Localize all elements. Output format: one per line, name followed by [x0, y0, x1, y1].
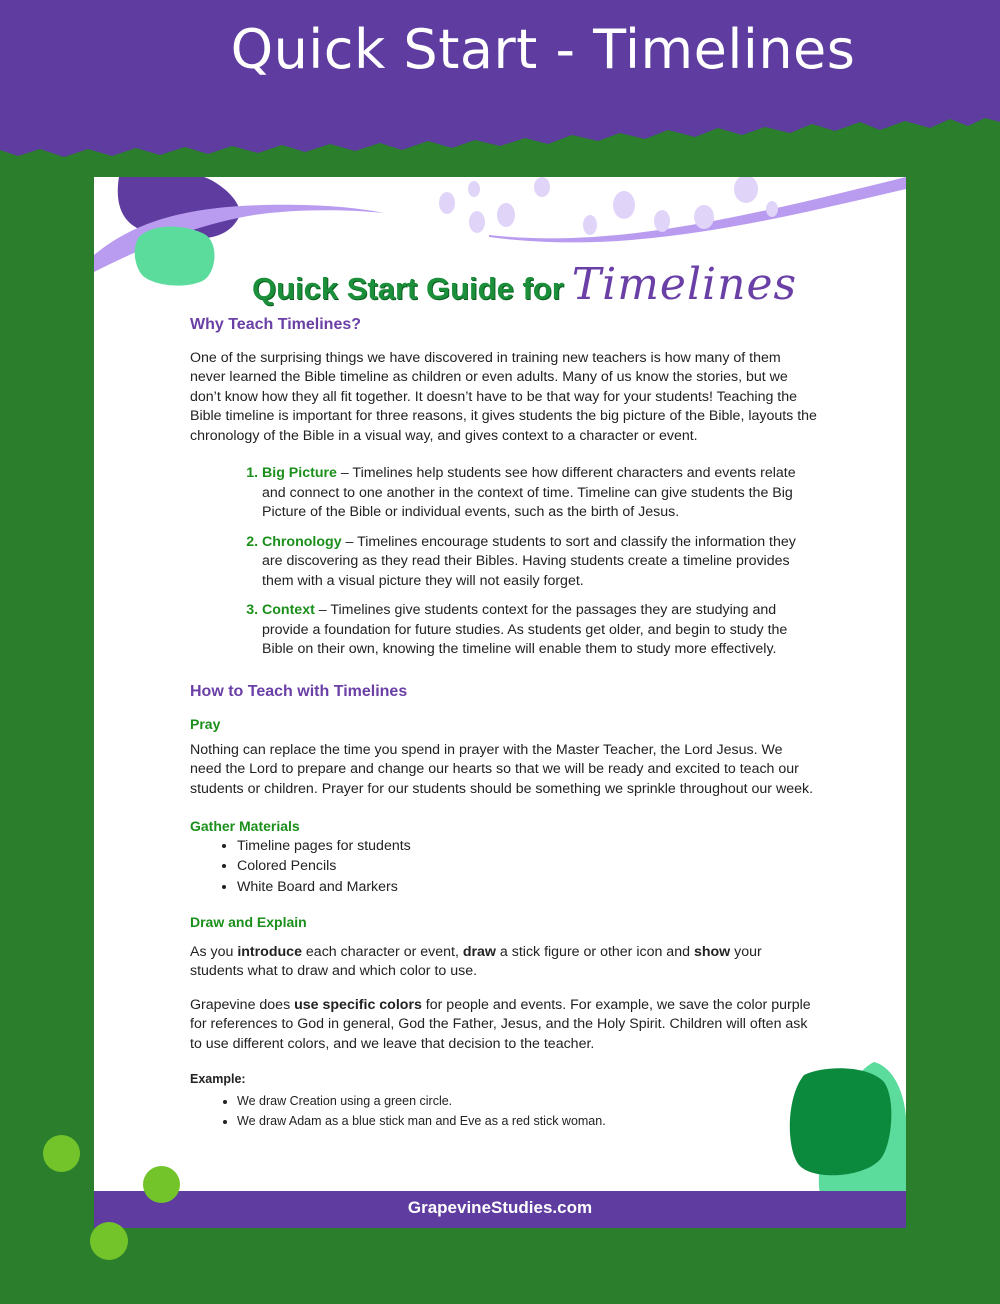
- draw-paragraph-1: [190, 943, 818, 982]
- banner: [0, 0, 1000, 160]
- list-item: • We draw Adam as a blue stick man and Eve as a red stick woman.: [237, 1112, 818, 1131]
- draw-paragraph-2: [190, 996, 818, 1055]
- footer-site: GrapevineStudies.com: [407, 1198, 593, 1217]
- reasons-list: [190, 464, 818, 660]
- how-heading: How to Teach with Timelines: [190, 682, 408, 700]
- list-item: [262, 464, 818, 523]
- text-run: your students what to draw and which color to use.: [190, 943, 762, 979]
- example-heading: Example:: [190, 1072, 246, 1086]
- lime-dot: [90, 1222, 128, 1260]
- draw-heading: Draw and Explain: [190, 914, 307, 930]
- reason-text: – Timelines encourage students to sort and classify the information they are discovering as they read their Bibles. Having students create a timeline provides them with a visual picture they will not easily forget.: [262, 533, 796, 589]
- pray-text: Nothing can replace the time you spend in prayer with the Master Teacher, the Lord Jesus. We need the Lord to prepare and change our hearts so that we will be ready and excited to teach our students or children. Prayer for our students should be something we sprinkle throughout our week.: [190, 741, 814, 797]
- guide-title: [252, 259, 797, 319]
- why-intro: One of the surprising things we have discovered in training new teachers is how many of them never learned the Bible timeline as children or even adults. Many of us know the stories, but we don’t know how they all fit together. It doesn’t have to be that way for your students! Teaching the Bible timeline is important for three reasons, it gives students the big picture of the Bible, layouts the chronology of the Bible in a visual way, and gives context to a character or event.: [190, 349, 817, 444]
- materials-list: [190, 837, 818, 898]
- reason-term: Context: [262, 602, 315, 618]
- list-item: • White Board and Markers: [237, 878, 818, 898]
- lime-dot: [143, 1166, 180, 1203]
- text-run: each character or event,: [301, 943, 463, 960]
- lime-dot: [43, 1135, 80, 1172]
- reason-term: Chronology: [262, 533, 342, 550]
- pray-heading: Pray: [190, 716, 221, 732]
- text-run: Grapevine does: [190, 996, 295, 1013]
- document-page: [94, 177, 906, 1228]
- list-item: • Colored Pencils: [237, 857, 818, 877]
- footer-bar: [94, 1191, 906, 1228]
- list-item: [262, 601, 818, 660]
- bold-run: introduce: [237, 943, 302, 960]
- text-run: As you: [190, 943, 238, 960]
- reason-text: – Timelines give students context for the passages they are studying and provide a foundation for future studies. As students get older, and begin to study the Bible on their own, knowing the timeline will enable them to study more effectively.: [262, 602, 788, 657]
- gather-heading: Gather Materials: [190, 818, 300, 834]
- text-run: for people and events. For example, we save the color purple for references to God in general, God the Father, Jesus, and the Holy Spirit. Children will often ask to use different colors, and we leave that decision to the teacher.: [190, 996, 811, 1052]
- bold-run: use specific colors: [294, 996, 422, 1013]
- guide-title-script: Timelines: [571, 259, 798, 310]
- main-content: [190, 315, 818, 1143]
- list-item: • Timeline pages for students: [237, 837, 818, 857]
- bold-run: draw: [462, 943, 496, 960]
- reason-term: Big Picture: [262, 465, 337, 481]
- banner-title: Quick Start - Timelines: [230, 18, 856, 81]
- why-heading: Why Teach Timelines?: [190, 316, 362, 333]
- list-item: • We draw Creation using a green circle.: [237, 1092, 818, 1111]
- example-list: [190, 1092, 818, 1131]
- reason-text: – Timelines help students see how different characters and events relate and connect to one another in the context of time. Timeline can give students the Big Picture of the Bible or individual events, such as the birth of Jesus.: [262, 465, 796, 520]
- guide-title-plain: Quick Start Guide for: [252, 271, 564, 306]
- bold-run: show: [693, 943, 731, 960]
- text-run: a stick figure or other icon and: [495, 943, 694, 960]
- list-item: [262, 533, 818, 592]
